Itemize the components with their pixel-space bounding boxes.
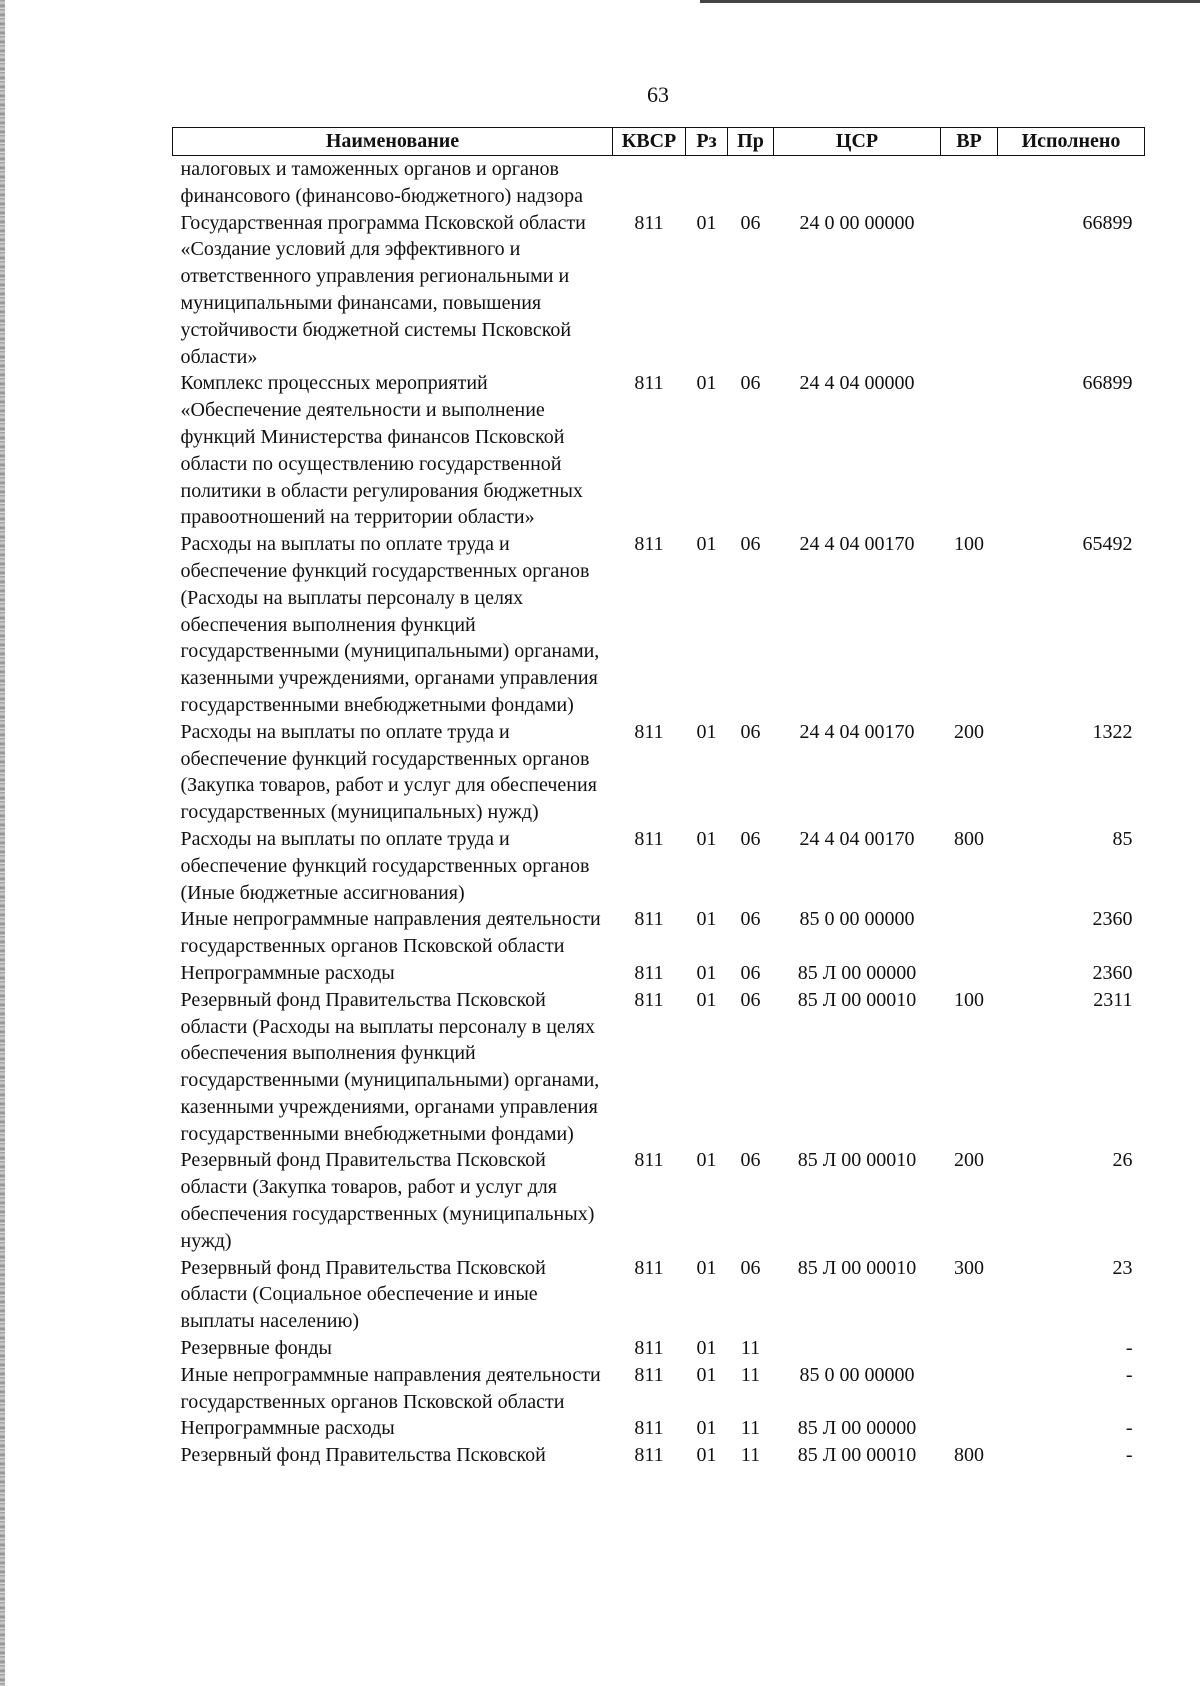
cell-csr xyxy=(774,1335,941,1362)
table-row xyxy=(173,719,1145,826)
cell-name: Расходы на выплаты по оплате труда и обеспечение функций государственных органов (Расходы на выплаты персоналу в целях обеспечения выполнения функций государственными (муниципальными) органами, казенными учреждениями, органами управления государственными внебюджетными фондами) xyxy=(180,533,600,716)
cell-name: Непрограммные расходы xyxy=(180,961,395,984)
table-row xyxy=(173,156,1145,210)
budget-table xyxy=(172,127,1145,1469)
cell-ispolneno xyxy=(998,156,1145,210)
cell-rz: 01 xyxy=(696,1417,717,1440)
cell-vr xyxy=(941,210,998,371)
cell-name: Иные непрограммные направления деятельности государственных органов Псковской области xyxy=(180,908,601,958)
cell-ispolneno: - xyxy=(1125,1363,1133,1386)
table-row xyxy=(173,1415,1145,1442)
header-ispolneno: Исполнено xyxy=(998,128,1145,156)
cell-name: Непрограммные расходы xyxy=(180,1417,395,1440)
cell-rz: 01 xyxy=(696,988,717,1011)
cell-csr: 85 Л 00 00010 xyxy=(797,1149,917,1172)
cell-csr: 24 4 04 00170 xyxy=(799,720,915,743)
cell-kvsr xyxy=(613,156,686,210)
table-row xyxy=(173,826,1145,906)
cell-ispolneno: 65492 xyxy=(1082,533,1133,556)
cell-pr: 11 xyxy=(740,1417,761,1440)
table-row xyxy=(173,906,1145,960)
cell-rz: 01 xyxy=(696,211,717,234)
cell-pr: 06 xyxy=(740,908,761,931)
scan-edge-top xyxy=(700,0,1200,3)
cell-csr: 24 4 04 00000 xyxy=(799,372,915,395)
cell-pr: 06 xyxy=(740,211,761,234)
table-row xyxy=(173,960,1145,987)
cell-pr: 11 xyxy=(740,1363,761,1386)
cell-ispolneno: - xyxy=(1125,1337,1133,1360)
budget-table-container xyxy=(172,127,1144,1469)
table-row xyxy=(173,1147,1145,1254)
cell-ispolneno: 2311 xyxy=(1093,988,1133,1011)
cell-pr xyxy=(728,156,774,210)
header-name: Наименование xyxy=(173,128,613,156)
cell-name: Резервный фонд Правительства Псковской области (Расходы на выплаты персоналу в целях обеспечения выполнения функций государственными (муниципальными) органами, казенными учреждениями, органами управления государственными внебюджетными фондами) xyxy=(180,988,600,1145)
cell-vr: 100 xyxy=(954,988,984,1011)
cell-kvsr: 811 xyxy=(634,961,664,984)
cell-vr: 800 xyxy=(954,1444,984,1467)
cell-rz: 01 xyxy=(696,961,717,984)
cell-kvsr: 811 xyxy=(634,372,664,395)
cell-name: налоговых и таможенных органов и органов финансового (финансово-бюджетного) надзора xyxy=(180,158,583,207)
cell-vr xyxy=(941,156,998,210)
cell-pr: 06 xyxy=(740,988,761,1011)
cell-kvsr: 811 xyxy=(634,211,664,234)
cell-vr: 800 xyxy=(954,827,984,850)
cell-rz: 01 xyxy=(696,1337,717,1360)
header-kvsr: КВСР xyxy=(613,128,686,156)
cell-vr xyxy=(941,1362,998,1416)
cell-vr xyxy=(941,1335,998,1362)
cell-ispolneno: - xyxy=(1125,1417,1133,1440)
cell-vr: 200 xyxy=(954,1149,984,1172)
table-row xyxy=(173,531,1145,719)
header-rz: Рз xyxy=(686,128,728,156)
cell-rz: 01 xyxy=(696,372,717,395)
cell-name: Резервный фонд Правительства Псковской xyxy=(180,1444,546,1467)
cell-csr: 85 Л 00 00000 xyxy=(797,1417,917,1440)
table-row xyxy=(173,1362,1145,1416)
cell-kvsr: 811 xyxy=(634,988,664,1011)
cell-name: Расходы на выплаты по оплате труда и обеспечение функций государственных органов (Закупка товаров, работ и услуг для обеспечения государственных (муниципальных) нужд) xyxy=(180,720,597,824)
cell-kvsr: 811 xyxy=(634,1149,664,1172)
cell-kvsr: 811 xyxy=(634,908,664,931)
cell-kvsr: 811 xyxy=(634,1256,664,1279)
cell-name: Резервные фонды xyxy=(180,1337,332,1360)
cell-rz: 01 xyxy=(696,827,717,850)
cell-name: Иные непрограммные направления деятельности государственных органов Псковской области xyxy=(180,1363,601,1413)
cell-pr: 06 xyxy=(740,1149,761,1172)
header-pr: Пр xyxy=(728,128,774,156)
cell-name: Комплекс процессных мероприятий «Обеспечение деятельности и выполнение функций Министерства финансов Псковской области по осуществлению государственной политики в области регулирования бюджетных правоотношений на территории области» xyxy=(180,372,583,529)
cell-csr: 85 Л 00 00000 xyxy=(797,961,917,984)
page-number: 63 xyxy=(647,82,669,107)
cell-csr: 85 Л 00 00010 xyxy=(797,1444,917,1467)
cell-csr: 85 0 00 00000 xyxy=(799,908,915,931)
cell-ispolneno: 23 xyxy=(1112,1256,1133,1279)
cell-rz: 01 xyxy=(696,1256,717,1279)
header-csr: ЦСР xyxy=(774,128,941,156)
cell-rz: 01 xyxy=(696,1363,717,1386)
table-row xyxy=(173,1335,1145,1362)
cell-ispolneno: - xyxy=(1125,1444,1133,1467)
cell-vr xyxy=(941,960,998,987)
cell-rz: 01 xyxy=(696,908,717,931)
cell-rz xyxy=(686,156,728,210)
cell-ispolneno: 85 xyxy=(1112,827,1133,850)
cell-pr: 06 xyxy=(740,1256,761,1279)
table-row xyxy=(173,1255,1145,1335)
cell-kvsr: 811 xyxy=(634,1417,664,1440)
cell-csr: 24 4 04 00170 xyxy=(799,533,915,556)
cell-csr: 85 0 00 00000 xyxy=(799,1363,915,1386)
table-row xyxy=(173,987,1145,1148)
cell-vr xyxy=(941,1415,998,1442)
scan-edge-left xyxy=(0,0,5,1686)
cell-name: Расходы на выплаты по оплате труда и обеспечение функций государственных органов (Иные бюджетные ассигнования) xyxy=(180,827,590,904)
table-row xyxy=(173,210,1145,371)
cell-vr xyxy=(941,370,998,531)
cell-name: Резервный фонд Правительства Псковской области (Социальное обеспечение и иные выплаты населению) xyxy=(180,1256,546,1333)
cell-csr: 85 Л 00 00010 xyxy=(797,1256,917,1279)
cell-kvsr: 811 xyxy=(634,720,664,743)
cell-kvsr: 811 xyxy=(634,533,664,556)
table-row xyxy=(173,1442,1145,1469)
cell-rz: 01 xyxy=(696,1149,717,1172)
cell-kvsr: 811 xyxy=(634,827,664,850)
cell-name: Государственная программа Псковской области «Создание условий для эффективного и ответственного управления региональными и муниципальными финансами, повышения устойчивости бюджетной системы Псковской области» xyxy=(180,211,586,368)
cell-csr: 85 Л 00 00010 xyxy=(797,988,917,1011)
cell-pr: 06 xyxy=(740,372,761,395)
cell-vr: 100 xyxy=(954,533,984,556)
cell-ispolneno: 26 xyxy=(1112,1149,1133,1172)
cell-ispolneno: 2360 xyxy=(1092,961,1133,984)
cell-csr: 24 0 00 00000 xyxy=(799,211,915,234)
cell-pr: 06 xyxy=(740,827,761,850)
cell-kvsr: 811 xyxy=(634,1444,664,1467)
cell-rz: 01 xyxy=(696,533,717,556)
header-vr: ВР xyxy=(941,128,998,156)
cell-ispolneno: 2360 xyxy=(1092,908,1133,931)
cell-ispolneno: 66899 xyxy=(1082,211,1133,234)
cell-csr: 24 4 04 00170 xyxy=(799,827,915,850)
cell-pr: 11 xyxy=(740,1337,761,1360)
cell-rz: 01 xyxy=(696,720,717,743)
cell-pr: 06 xyxy=(740,961,761,984)
cell-csr xyxy=(774,156,941,210)
cell-rz: 01 xyxy=(696,1444,717,1467)
cell-pr: 06 xyxy=(740,533,761,556)
cell-kvsr: 811 xyxy=(634,1337,664,1360)
cell-pr: 11 xyxy=(740,1444,761,1467)
cell-name: Резервный фонд Правительства Псковской области (Закупка товаров, работ и услуг для обеспечения государственных (муниципальных) нужд) xyxy=(180,1149,595,1252)
cell-pr: 06 xyxy=(740,720,761,743)
table-row xyxy=(173,370,1145,531)
cell-ispolneno: 1322 xyxy=(1092,720,1133,743)
cell-vr: 200 xyxy=(954,720,984,743)
table-body xyxy=(173,156,1145,1470)
cell-vr xyxy=(941,906,998,960)
cell-vr: 300 xyxy=(954,1256,984,1279)
cell-ispolneno: 66899 xyxy=(1082,372,1133,395)
table-header-row xyxy=(173,128,1145,156)
cell-kvsr: 811 xyxy=(634,1363,664,1386)
